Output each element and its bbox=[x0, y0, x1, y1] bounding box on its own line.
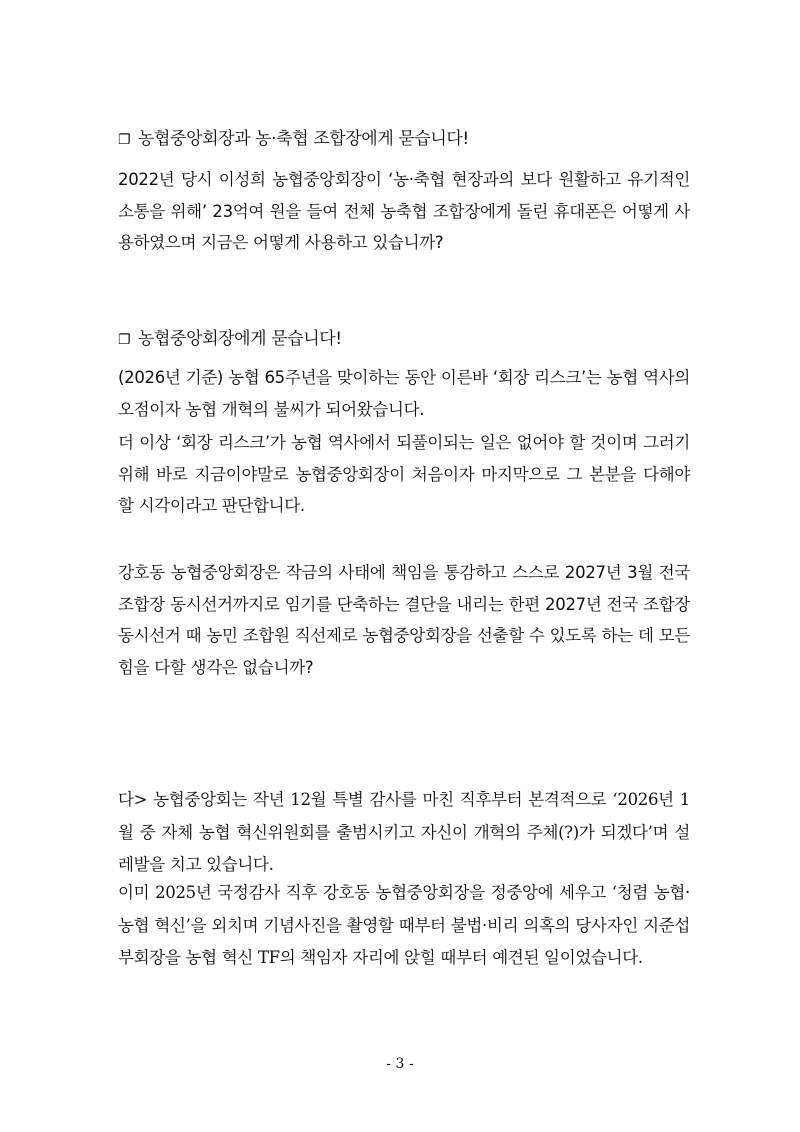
section2-paragraph-2: 더 이상 ‘회장 리스크’가 농협 역사에서 되풀이되는 일은 없어야 할 것이며 그러기 위해 바로 지금이야말로 농협중앙회장이 처음이자 마지막으로 그 본분을 다해야 할 시각이라고 판단합니다. bbox=[118, 433, 690, 515]
square-bullet-icon: ❐ bbox=[118, 132, 131, 148]
section3-paragraph-1: 다> 농협중앙회는 작년 12월 특별 감사를 마친 직후부터 본격적으로 ‘2026년 1월 중 자체 농협 혁신위원회를 출범시키고 자신이 개혁의 주체(?)가 되겠다’며 설레발을 치고 있습니다. bbox=[118, 790, 690, 874]
section3-paragraph-2: 이미 2025년 국정감사 직후 강호동 농협중앙회장을 정중앙에 세우고 ‘청렴 농협·농협 혁신’을 외치며 기념사진을 촬영할 때부터 불법·비리 의혹의 당사자인 지준섭 부회장을 농협 혁신 TF의 책임자 자리에 앉힐 때부터 예견된 일이었습니다. bbox=[118, 883, 690, 967]
section1-paragraph: 2022년 당시 이성희 농협중앙회장이 ‘농·축협 현장과의 보다 원활하고 유기적인 소통을 위해’ 23억여 원을 들여 전체 농축협 조합장에게 돌린 휴대폰은 어떻게 사용하였으며 지금은 어떻게 사용하고 있습니까? bbox=[118, 170, 690, 252]
page-number: - 3 - bbox=[386, 1056, 414, 1072]
heading-text: 농협중앙회장에게 묻습니다! bbox=[138, 329, 342, 349]
section-heading-1 bbox=[118, 127, 698, 152]
section-heading-2 bbox=[118, 327, 698, 352]
section2-paragraph-3: 강호동 농협중앙회장은 작금의 사태에 책임을 통감하고 스스로 2027년 3월 전국 조합장 동시선거까지로 임기를 단축하는 결단을 내리는 한편 2027년 전국 조합장 동시선거 때 농민 조합원 직선제로 농협중앙회장을 선출할 수 있도록 하는 데 모든 힘을 다할 생각은 없습니까? bbox=[118, 563, 690, 677]
section2-paragraph-1: (2026년 기준) 농협 65주년을 맞이하는 동안 이른바 ‘회장 리스크’는 농협 역사의 오점이자 농협 개혁의 불씨가 되어왔습니다. bbox=[118, 368, 690, 419]
square-bullet-icon: ❐ bbox=[118, 332, 131, 348]
heading-text: 농협중앙회장과 농·축협 조합장에게 묻습니다! bbox=[138, 129, 469, 149]
